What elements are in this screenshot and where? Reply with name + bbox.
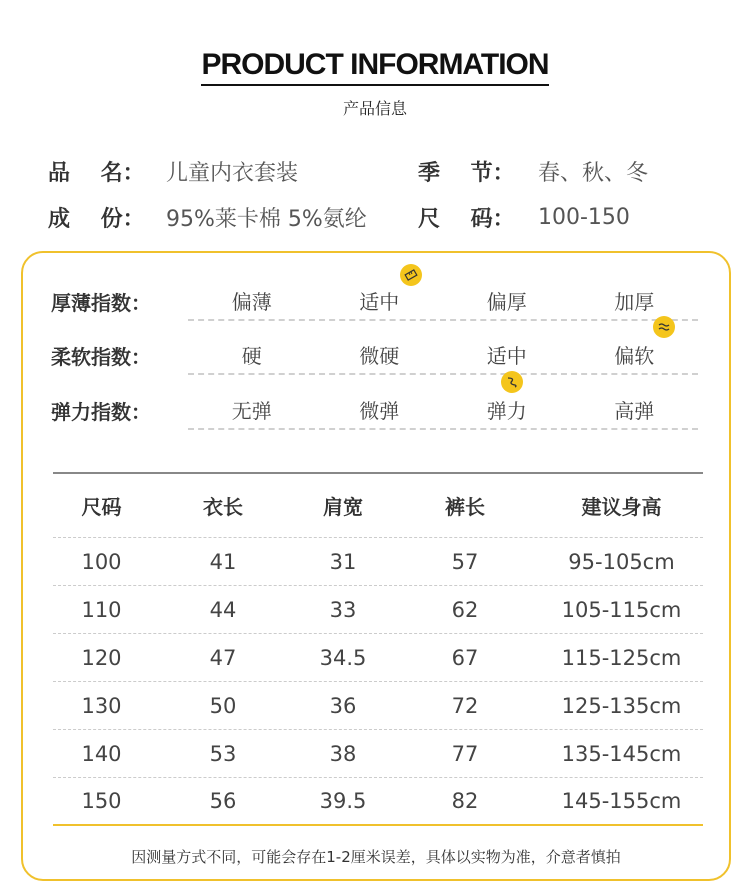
index-option: 硬	[241, 343, 262, 368]
index-option: 无弹	[231, 398, 272, 423]
spec-card	[21, 251, 731, 881]
table-row	[53, 730, 703, 778]
wave-icon	[653, 316, 675, 338]
material-value: 95%莱卡棉 5%氨纶	[166, 206, 367, 232]
table-cell: 82	[451, 789, 479, 813]
index-option-label: 弹力	[486, 398, 527, 423]
table-cell: 53	[209, 741, 237, 766]
table-cell: 135-145cm	[561, 741, 682, 766]
size-label: 尺 码：	[418, 206, 515, 232]
season-value: 春、秋、冬	[538, 160, 649, 186]
index-option-label: 偏软	[614, 343, 655, 368]
table-cell: 41	[209, 549, 237, 574]
table-cell: 39.5	[319, 789, 367, 813]
table-cell: 67	[451, 645, 479, 670]
name-label: 品 名：	[48, 160, 145, 186]
table-cell: 72	[451, 693, 479, 718]
table-cell: 125-135cm	[561, 693, 682, 718]
index-option: 微硬	[359, 343, 400, 368]
table-cell: 44	[209, 597, 237, 622]
table-cell: 77	[451, 741, 479, 766]
size-table	[53, 472, 703, 826]
index-label: 厚薄指数：	[51, 290, 151, 315]
table-cell: 115-125cm	[561, 645, 682, 670]
softness-index-row	[51, 335, 698, 375]
table-cell: 38	[329, 741, 357, 766]
index-option: 高弹	[614, 398, 655, 423]
column-header: 尺码	[81, 495, 122, 519]
table-cell: 31	[329, 549, 357, 574]
index-options	[188, 335, 698, 375]
material-label: 成 份：	[48, 206, 145, 232]
table-row	[53, 538, 703, 586]
table-cell: 62	[451, 597, 479, 622]
page-subtitle: 产品信息	[342, 99, 407, 118]
table-cell: 145-155cm	[561, 789, 682, 813]
spring-icon	[501, 371, 523, 393]
elasticity-index-row	[51, 390, 698, 430]
table-cell: 56	[209, 789, 237, 813]
header	[0, 48, 750, 119]
index-label: 柔软指数：	[51, 344, 151, 369]
table-cell: 130	[81, 693, 122, 718]
table-cell: 47	[209, 645, 237, 670]
index-option	[443, 395, 571, 424]
column-header: 建议身高	[581, 495, 662, 519]
index-option: 适中	[486, 343, 527, 368]
season-label: 季 节：	[418, 160, 515, 186]
table-cell: 57	[451, 549, 479, 574]
index-option: 偏厚	[486, 289, 527, 314]
table-cell: 34.5	[319, 645, 367, 670]
index-label: 弹力指数：	[51, 399, 151, 424]
thickness-index-row	[51, 281, 698, 321]
column-header: 衣长	[203, 495, 243, 519]
table-cell: 110	[81, 597, 122, 622]
index-options	[188, 281, 698, 321]
name-value: 儿童内衣套装	[166, 160, 299, 186]
info-row	[48, 194, 708, 240]
index-option: 偏薄	[231, 289, 272, 314]
info-row	[48, 148, 708, 194]
table-row	[53, 682, 703, 730]
size-value: 100-150	[538, 204, 630, 230]
table-cell: 140	[81, 741, 122, 766]
table-cell: 105-115cm	[561, 597, 682, 622]
index-option-label: 适中	[359, 289, 400, 314]
product-info	[48, 148, 708, 240]
page-title: PRODUCT INFORMATION	[201, 48, 548, 86]
column-header: 肩宽	[323, 495, 363, 519]
table-cell: 33	[329, 597, 357, 622]
index-option: 加厚	[614, 289, 655, 314]
table-cell: 120	[81, 645, 122, 670]
table-cell: 50	[209, 693, 237, 718]
measurement-note: 因测量方式不同，可能会存在1-2厘米误差，具体以实物为准，介意者慎拍	[131, 848, 621, 866]
table-row	[53, 586, 703, 634]
ruler-icon	[400, 264, 422, 286]
table-cell: 95-105cm	[568, 549, 675, 574]
table-header	[53, 472, 703, 538]
table-row	[53, 778, 703, 826]
table-cell: 150	[81, 789, 122, 813]
index-option	[571, 340, 699, 369]
index-option: 微弹	[359, 398, 400, 423]
table-row	[53, 634, 703, 682]
index-option	[316, 286, 444, 315]
index-options	[188, 390, 698, 430]
column-header: 裤长	[445, 495, 485, 519]
table-cell: 36	[329, 693, 357, 718]
table-cell: 100	[81, 549, 122, 574]
